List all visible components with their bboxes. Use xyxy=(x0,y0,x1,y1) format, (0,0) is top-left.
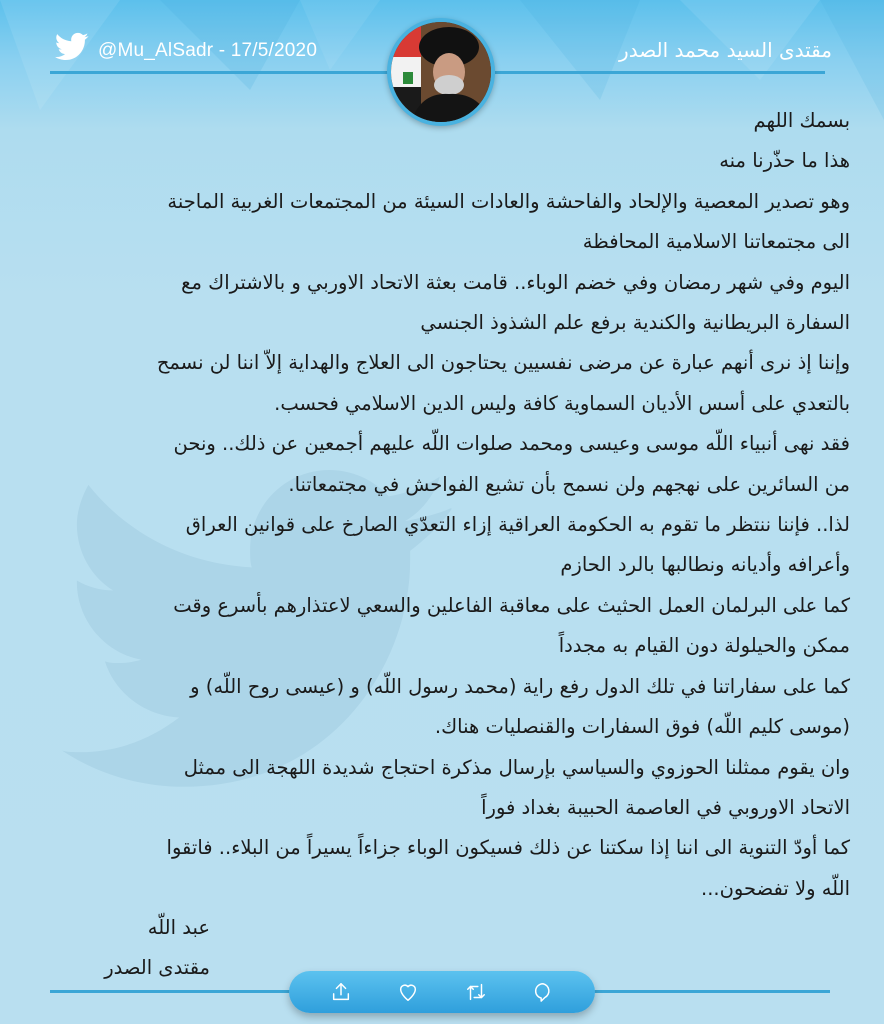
body-line: (موسى كليم اللّه) فوق السفارات والقنصليات هناك. xyxy=(434,715,850,739)
like-button[interactable] xyxy=(395,979,421,1005)
body-line: بسمك اللهم xyxy=(753,109,850,132)
header-divider-left xyxy=(50,71,390,74)
tweet-handle-date[interactable]: @Mu_AlSadr - 17/5/2020 xyxy=(98,40,318,61)
body-line: لذا.. فإننا ننتظر ما تقوم به الحكومة العراقية إزاء التعدّي الصارخ على قوانين العراق xyxy=(185,513,850,537)
signature xyxy=(60,908,210,988)
body-line: وأعرافه وأديانه ونطالبها بالرد الحازم xyxy=(560,553,850,577)
body-line: ممكن والحيلولة دون القيام به مجدداً xyxy=(558,634,850,658)
body-line: فقد نهى أنبياء اللّه موسى وعيسى ومحمد صلوات اللّه عليهم أجمعين عن ذلك.. ونحن xyxy=(173,432,850,456)
author-name[interactable]: مقتدى السيد محمد الصدر xyxy=(619,38,832,62)
body-line: هذا ما حذّرنا منه xyxy=(719,149,850,173)
reply-button[interactable] xyxy=(530,979,556,1005)
signature-line-1: عبد اللّه xyxy=(147,916,210,939)
body-line: السفارة البريطانية والكندية برفع علم الشذوذ الجنسي xyxy=(420,311,850,335)
body-line: الاتحاد الاوروبي في العاصمة الحبيبة بغداد فوراً xyxy=(481,795,850,819)
retweet-button[interactable] xyxy=(463,979,489,1005)
header-divider-right xyxy=(495,71,825,74)
body-line: كما أودّ التنوية الى اننا إذا سكتنا عن ذلك فسيكون الوباء جزاءاً يسيراً من البلاء.. فاتقوا xyxy=(166,836,850,860)
twitter-bird-icon xyxy=(55,32,89,62)
retweet-icon xyxy=(465,981,487,1003)
body-line: وان يقوم ممثلنا الحوزوي والسياسي بإرسال مذكرة احتجاج شديدة اللهجة الى ممثل xyxy=(183,755,850,779)
body-line: كما على البرلمان العمل الحثيث على معاقبة الفاعلين والسعي لاعتذارهم بأسرع وقت xyxy=(173,593,850,617)
body-line: الى مجتمعاتنا الاسلامية المحافظة xyxy=(582,230,850,254)
tweet-action-bar xyxy=(289,971,595,1013)
heart-icon xyxy=(397,981,419,1003)
body-line: كما على سفاراتنا في تلك الدول رفع راية (محمد رسول اللّه) و (عيسى روح اللّه) و xyxy=(190,674,850,698)
tweet-body xyxy=(20,101,850,909)
body-line: من السائرين على نهجهم ولن نسمح بأن تشيع الفواحش في مجتمعاتنا. xyxy=(288,472,850,496)
body-line: وإننا إذ نرى أنهم عبارة عن مرضى نفسيين يحتاجون الى العلاج والهداية إلاّ اننا لن نسمح xyxy=(156,351,850,375)
body-line: اللّه ولا تفضحون... xyxy=(701,876,850,900)
body-line: بالتعدي على أسس الأديان السماوية كافة وليس الدين الاسلامي فحسب. xyxy=(274,391,850,415)
share-button[interactable] xyxy=(328,979,354,1005)
signature-line-2: مقتدى الصدر xyxy=(104,956,210,979)
body-line: وهو تصدير المعصية والإلحاد والفاحشة والعادات السيئة من المجتمعات الغربية الماجنة xyxy=(167,189,850,213)
body-line: اليوم وفي شهر رمضان وفي خضم الوباء.. قامت بعثة الاتحاد الاوربي و بالاشتراك مع xyxy=(181,270,850,294)
share-icon xyxy=(330,981,352,1003)
reply-icon xyxy=(532,981,554,1003)
